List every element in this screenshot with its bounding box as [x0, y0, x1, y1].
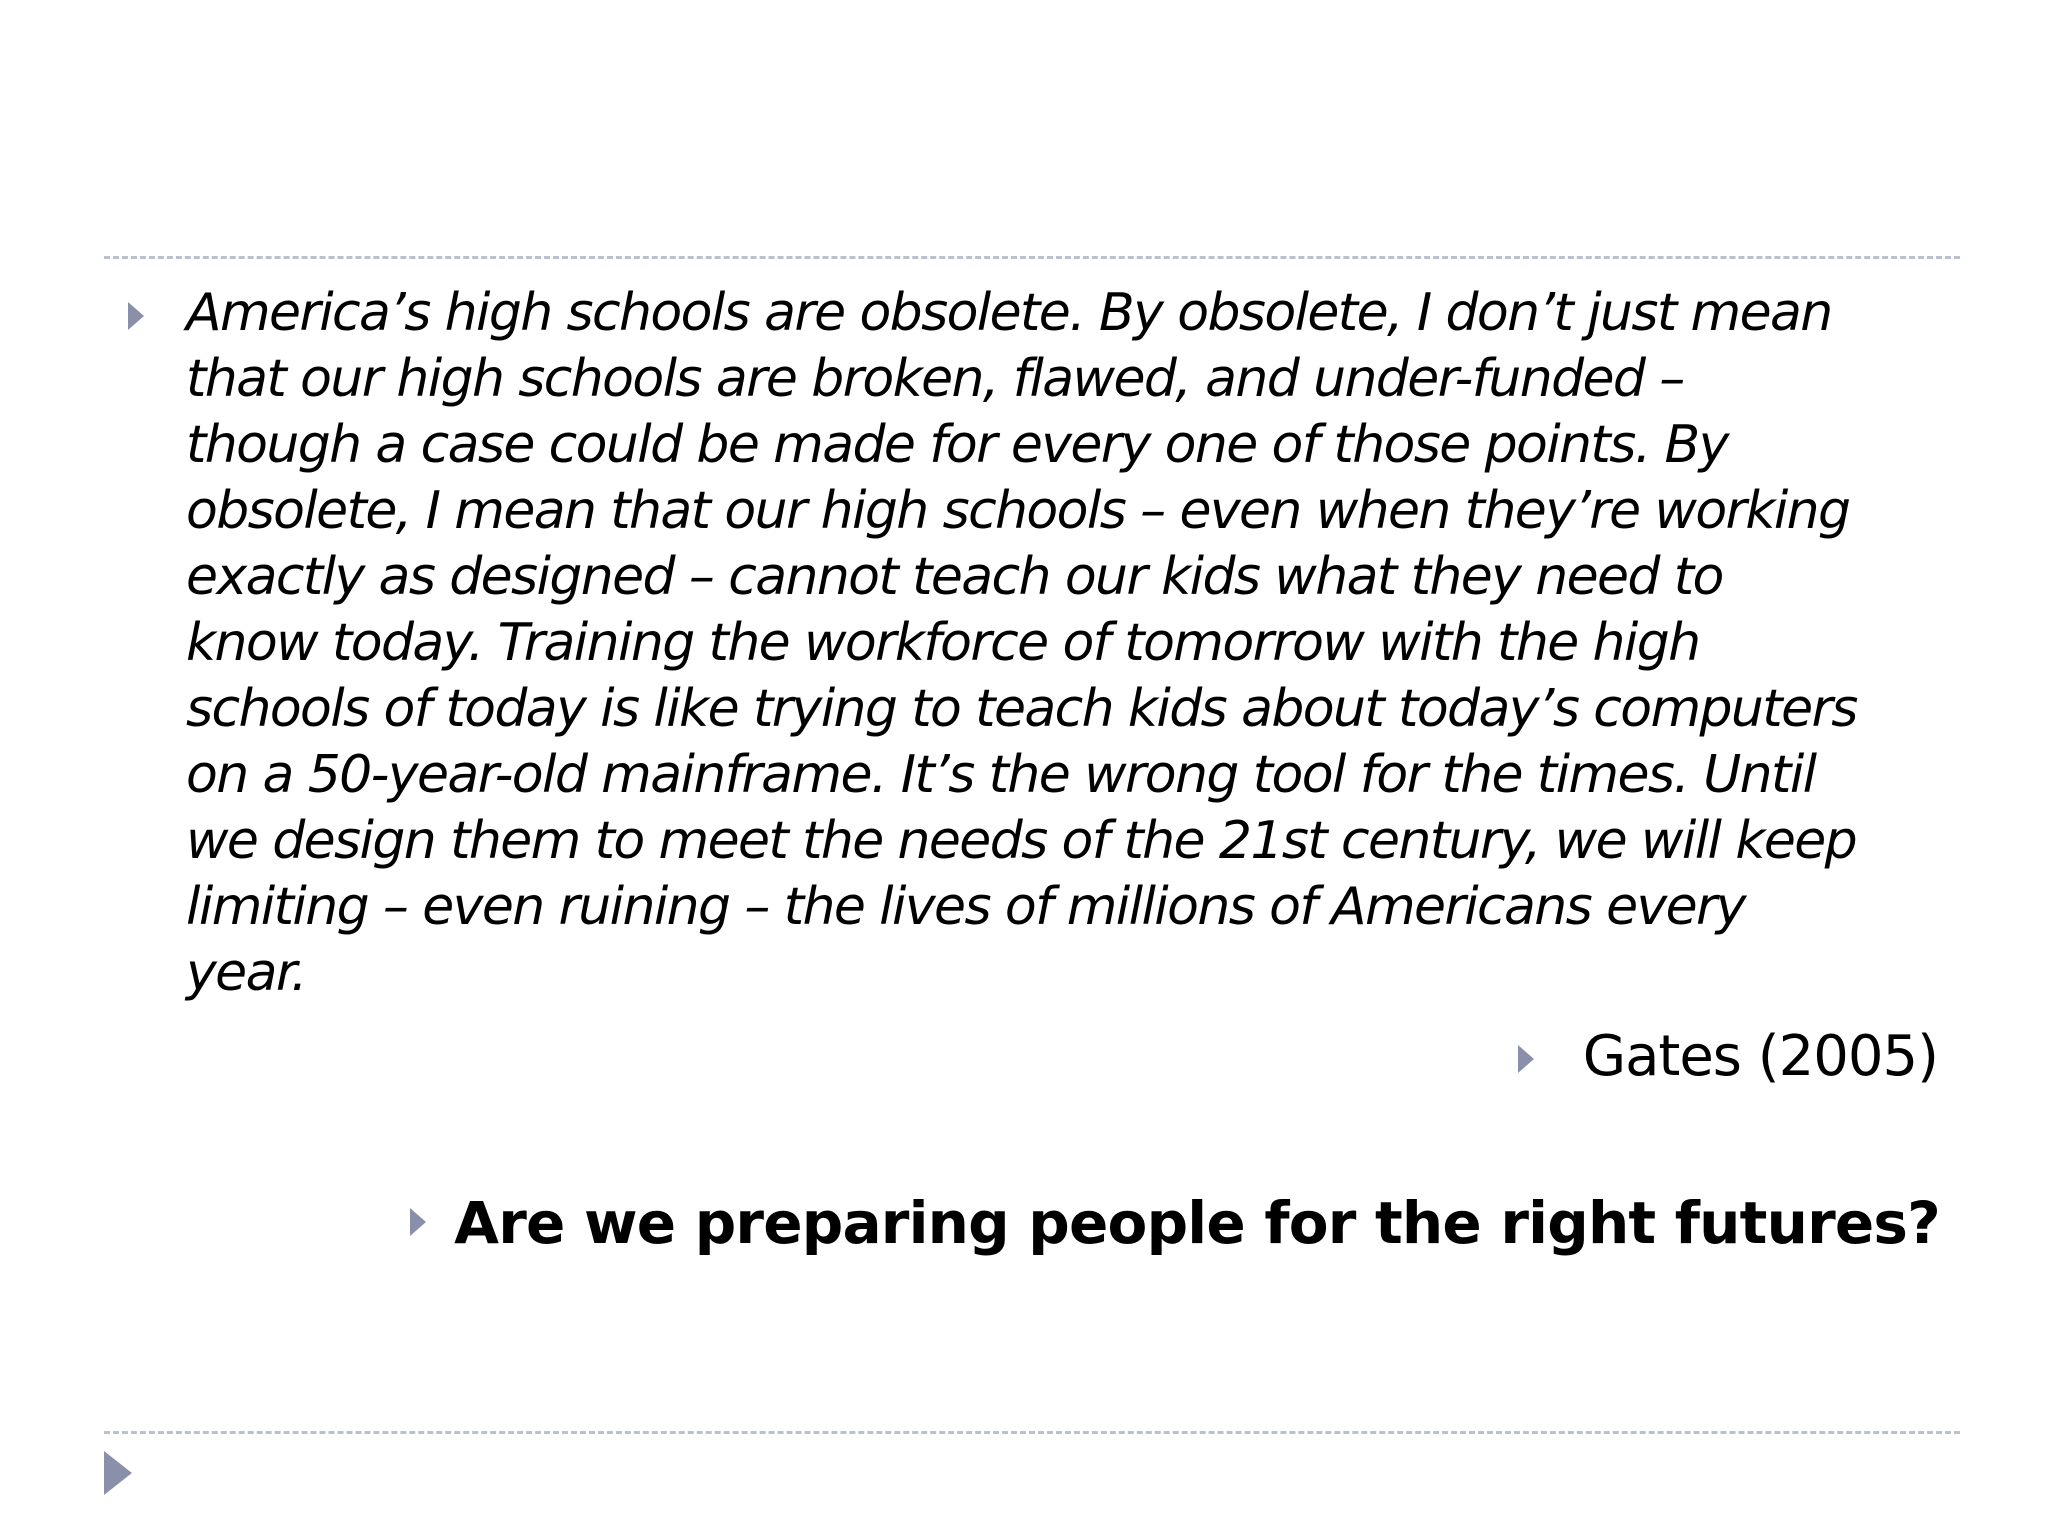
quote-text: America’s high schools are obsolete. By obsolete, I don’t just mean that our high schools are broken, flawed, and under-funded – though a case could be made for every one of those points. By obsolete, I mean that our high schools – even when they’re working exactly as designed – cannot teach our kids what they need to know today. Training the workforce of tomorrow with the high schools of today is like trying to teach kids about today’s computers on a 50-year-old mainframe. It’s the wrong tool for the times. Until we design them to meet the needs of the 21st century, we will keep limiting – even ruining – the lives of millions of Americans every year. [186, 283, 1857, 1003]
top-divider [104, 256, 1960, 259]
bottom-divider [104, 1431, 1960, 1434]
question-text: Are we preparing people for the right futures? [454, 1189, 1940, 1257]
citation-text: Gates (2005) [1582, 1024, 1938, 1089]
quote-bullet-icon [128, 302, 144, 330]
question-bullet-icon [410, 1208, 426, 1236]
citation-bullet-icon [1518, 1045, 1534, 1073]
next-slide-icon[interactable] [104, 1451, 132, 1495]
